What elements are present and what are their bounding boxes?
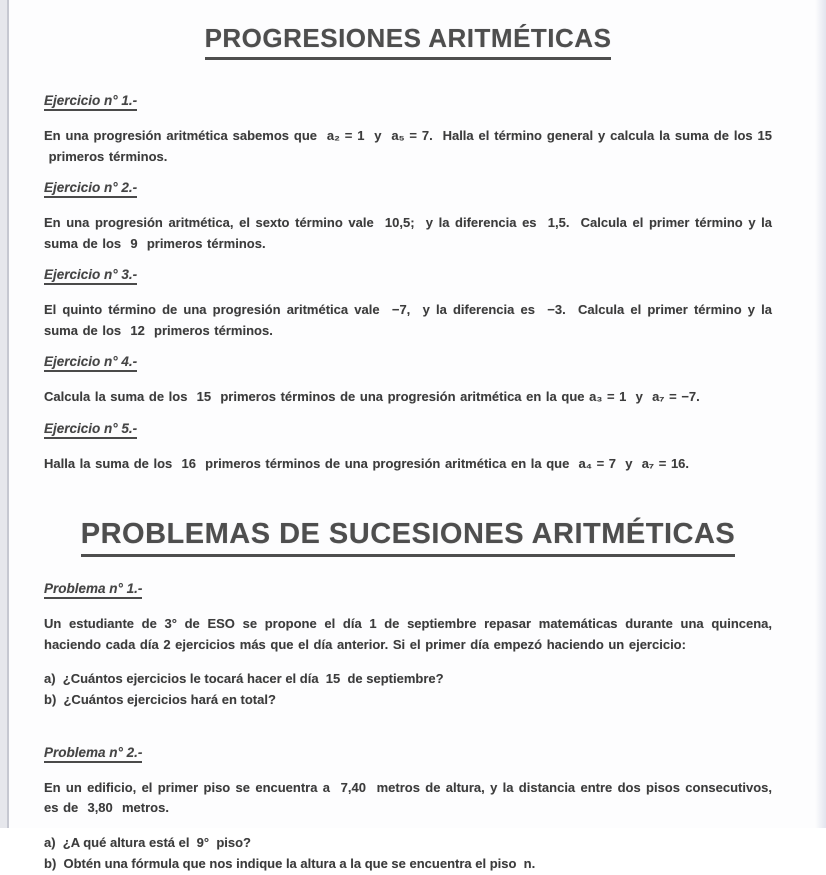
exercise-4-body: Calcula la suma de los 15 primeros términos de una progresión aritmética en la que a₃ = 1 y a₇ = −7. bbox=[44, 389, 700, 405]
problems-title: PROBLEMAS DE SUCESIONES ARITMÉTICAS bbox=[81, 518, 735, 557]
problem-1-items bbox=[44, 669, 772, 711]
exercise-3-body: El quinto término de una progresión aritmética vale −7, y la diferencia es −3. Calcula el primer término y la suma de los 12 primeros términos. bbox=[44, 302, 772, 338]
exercise-4-heading: Ejercicio n° 4.- bbox=[44, 354, 137, 372]
exercise-3-heading: Ejercicio n° 3.- bbox=[44, 267, 137, 285]
exercise-3-heading-wrap bbox=[44, 267, 772, 285]
problems-title-wrap bbox=[44, 518, 772, 557]
problem-1-body: Un estudiante de 3° de ESO se propone el día 1 de septiembre repasar matemáticas durante una quincena, haciendo cada día 2 ejercicios más que el día anterior. Si el primer día empezó haciendo un ejercicio: bbox=[44, 616, 772, 652]
main-title: PROGRESIONES ARITMÉTICAS bbox=[205, 23, 612, 60]
exercise-2-body: En una progresión aritmética, el sexto término vale 10,5; y la diferencia es 1,5. Calcula el primer término y la suma de los 9 primeros términos. bbox=[44, 215, 772, 251]
problem-1-item-a: a) ¿Cuántos ejercicios le tocará hacer el día 15 de septiembre? bbox=[44, 671, 444, 687]
problem-2-items bbox=[44, 833, 772, 875]
problem-2-heading-wrap bbox=[44, 745, 772, 763]
exercise-5-heading: Ejercicio n° 5.- bbox=[44, 421, 137, 439]
problem-2-item-b: b) Obtén una fórmula que nos indique la altura a la que se encuentra el piso n. bbox=[44, 855, 536, 871]
problem-1-heading-wrap bbox=[44, 581, 772, 599]
exercise-4-heading-wrap bbox=[44, 354, 772, 372]
document-content bbox=[44, 0, 772, 875]
page-left-edge bbox=[0, 0, 9, 828]
exercise-1-heading: Ejercicio n° 1.- bbox=[44, 93, 137, 111]
main-title-wrap bbox=[44, 23, 772, 60]
page-right-edge bbox=[815, 0, 826, 828]
problem-1-item-b: b) ¿Cuántos ejercicios hará en total? bbox=[44, 692, 276, 708]
problem-2-body: En un edificio, el primer piso se encuentra a 7,40 metros de altura, y la distancia entre dos pisos consecutivos, es de 3,80 metros. bbox=[44, 779, 772, 816]
exercise-1-body: En una progresión aritmética sabemos que a₂ = 1 y a₅ = 7. Halla el término general y calcula la suma de los 15 primeros términos. bbox=[44, 128, 772, 164]
exercise-2-heading-wrap bbox=[44, 180, 772, 198]
problem-1-heading: Problema n° 1.- bbox=[44, 581, 142, 599]
exercise-5-body: Halla la suma de los 16 primeros términos de una progresión aritmética en la que a₄ = 7 y a₇ = 16. bbox=[44, 455, 690, 471]
exercise-2-heading: Ejercicio n° 2.- bbox=[44, 180, 137, 198]
exercise-5-heading-wrap bbox=[44, 421, 772, 439]
exercise-1-heading-wrap bbox=[44, 93, 772, 111]
problem-2-heading: Problema n° 2.- bbox=[44, 745, 142, 763]
problem-2-item-a: a) ¿A qué altura está el 9° piso? bbox=[44, 834, 251, 850]
